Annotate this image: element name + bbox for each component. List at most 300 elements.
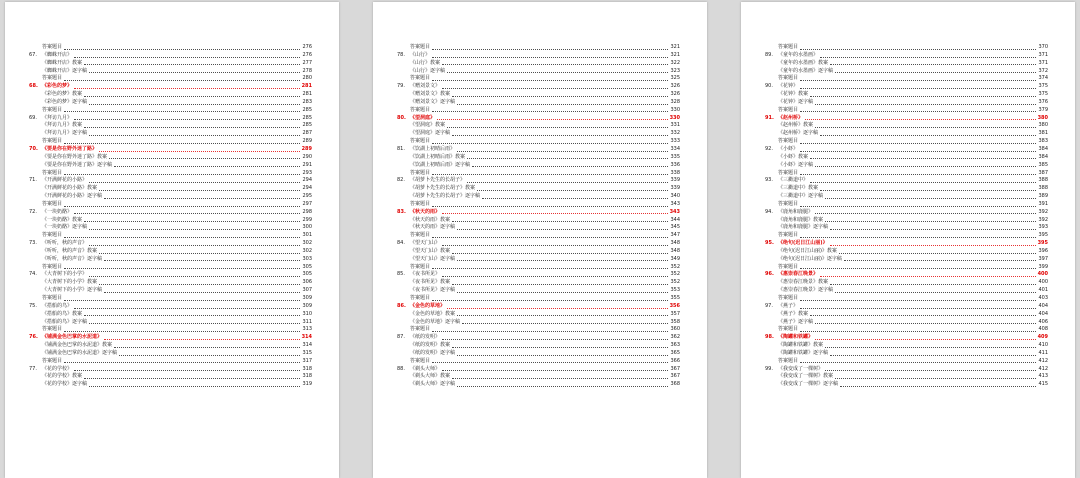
toc-dot-leader	[840, 386, 1036, 387]
toc-subentry[interactable]	[765, 287, 1048, 295]
toc-subentry[interactable]	[765, 224, 1048, 232]
toc-subentry[interactable]	[765, 154, 1048, 162]
toc-page-number: 379	[1038, 106, 1048, 113]
toc-page-number: 336	[670, 161, 680, 168]
toc-dot-leader	[825, 370, 1036, 371]
toc-dot-leader	[64, 143, 300, 144]
toc-subentry[interactable]	[765, 201, 1048, 209]
toc-subentry[interactable]	[29, 319, 312, 327]
toc-entry-title: 《夜书所见》教案	[410, 279, 451, 286]
toc-dot-leader	[432, 143, 668, 144]
toc-entry-title: 《听听，秋的声音》	[42, 240, 88, 247]
toc-entry-number: 89.	[765, 51, 773, 58]
toc-page-number: 343	[669, 208, 680, 215]
toc-subentry[interactable]	[397, 287, 680, 295]
toc-entry-number: 88.	[397, 365, 405, 372]
toc-page-number: 412	[1038, 365, 1048, 372]
toc-entry-title: 《开满鲜花的小路》	[42, 177, 88, 184]
toc-entry-title: 《惠崇春江晚景》逐字稿	[778, 287, 834, 294]
toc-subentry[interactable]	[765, 99, 1048, 107]
toc-entry-number: 98.	[765, 334, 774, 341]
toc-dot-leader	[800, 268, 1036, 269]
toc-dot-leader	[467, 158, 668, 159]
toc-subentry[interactable]	[765, 342, 1048, 350]
toc-entry[interactable]	[29, 52, 312, 60]
toc-dot-leader	[800, 237, 1036, 238]
toc-subentry[interactable]	[29, 311, 312, 319]
toc-subentry[interactable]	[397, 248, 680, 256]
toc-dot-leader	[109, 158, 300, 159]
toc-subentry[interactable]	[397, 193, 680, 201]
toc-page-number: 283	[302, 98, 312, 105]
toc-entry-title: 《望天门山》逐字稿	[410, 255, 456, 262]
toc-dot-leader	[64, 362, 300, 363]
toc-dot-leader	[437, 119, 668, 120]
toc-dot-leader	[64, 80, 300, 81]
toc-page-number: 352	[670, 263, 680, 270]
toc-dot-leader	[104, 339, 300, 340]
toc-entry[interactable]	[29, 146, 312, 154]
toc-dot-leader	[830, 355, 1036, 356]
toc-dot-leader	[84, 96, 300, 97]
toc-dot-leader	[805, 119, 1036, 120]
toc-page-number: 360	[670, 326, 680, 333]
toc-entry[interactable]	[765, 303, 1048, 311]
toc-entry-title: 答案题目	[410, 326, 431, 333]
toc-entry-title: 《胡萝卜先生的长胡子》逐字稿	[410, 193, 481, 200]
toc-entry[interactable]	[765, 146, 1048, 154]
toc-entry-title: 答案题目	[42, 295, 63, 301]
toc-entry-title: 答案题目	[778, 44, 799, 50]
toc-subentry[interactable]	[29, 68, 312, 76]
toc-page-number: 415	[1038, 381, 1048, 388]
toc-entry[interactable]	[397, 177, 680, 185]
toc-subentry[interactable]	[397, 185, 680, 193]
toc-subentry[interactable]	[29, 350, 312, 358]
toc-dot-leader	[432, 237, 668, 238]
toc-entry-title: 答案题目	[42, 200, 63, 207]
toc-entry-title: 《绝句(迟日江山丽)》	[778, 240, 828, 247]
toc-subentry[interactable]	[397, 319, 680, 327]
toc-subentry[interactable]	[29, 256, 312, 264]
toc-entry-title: 《我变成了一棵树》逐字稿	[778, 381, 839, 388]
toc-entry-title: 《花的学校》逐字稿	[42, 381, 88, 388]
toc-subentry[interactable]	[765, 319, 1048, 327]
toc-dot-leader	[432, 111, 668, 112]
toc-subentry[interactable]	[397, 201, 680, 209]
toc-dot-leader	[820, 135, 1036, 136]
toc-subentry[interactable]	[765, 107, 1048, 115]
toc-dot-leader	[89, 135, 300, 136]
toc-entry[interactable]	[765, 52, 1048, 60]
toc-entry-number: 94.	[765, 208, 773, 215]
toc-entry-title: 《开满鲜花的小路》逐字稿	[42, 193, 103, 200]
toc-subentry[interactable]	[397, 138, 680, 146]
toc-entry-number: 70.	[29, 145, 38, 152]
toc-entry-title: 答案题目	[778, 106, 799, 113]
toc-page-number: 276	[302, 44, 312, 50]
toc-entry-title: 《我变成了一棵树》教案	[778, 373, 834, 380]
toc-subentry[interactable]	[765, 311, 1048, 319]
toc-entry-title: 《秋天的雨》	[410, 208, 441, 215]
toc-entry-title: 《大青树下的小学》逐字稿	[42, 287, 103, 294]
toc-page-number: 388	[1038, 185, 1048, 192]
toc-subentry[interactable]	[765, 91, 1048, 99]
toc-entry[interactable]	[765, 177, 1048, 185]
toc-entry-title: 《小虾》教案	[778, 153, 809, 160]
toc-dot-leader	[432, 80, 668, 81]
toc-entry-title: 《金色的草地》逐字稿	[410, 318, 461, 325]
toc-page-number: 356	[669, 302, 680, 309]
toc-subentry[interactable]	[397, 350, 680, 358]
toc-page-number: 352	[670, 279, 680, 286]
toc-subentry[interactable]	[397, 44, 680, 52]
toc-subentry[interactable]	[29, 342, 312, 350]
toc-subentry[interactable]	[765, 279, 1048, 287]
toc-dot-leader	[815, 213, 1036, 214]
toc-entry[interactable]	[397, 209, 680, 217]
toc-entry-title: 《拜访九月》逐字稿	[42, 130, 88, 137]
toc-subentry[interactable]	[397, 68, 680, 76]
toc-entry[interactable]	[29, 303, 312, 311]
toc-entry[interactable]	[765, 240, 1048, 248]
toc-entry-title: 《开满鲜花的小路》教案	[42, 185, 98, 192]
toc-entry-number: 92.	[765, 145, 773, 152]
toc-dot-leader	[835, 378, 1036, 379]
toc-subentry[interactable]	[765, 358, 1048, 366]
toc-dot-leader	[84, 221, 300, 222]
toc-page-number: 313	[302, 326, 312, 333]
toc-subentry[interactable]	[765, 256, 1048, 264]
toc-entry[interactable]	[765, 209, 1048, 217]
toc-dot-leader	[482, 198, 668, 199]
toc-entry-title: 《赵州桥》	[778, 114, 804, 121]
toc-page-number: 305	[302, 263, 312, 270]
toc-subentry[interactable]	[29, 60, 312, 68]
toc-subentry[interactable]	[29, 162, 312, 170]
toc-entry-number: 73.	[29, 240, 37, 247]
toc-entry-title: 《搭船的鸟》逐字稿	[42, 318, 88, 325]
toc-subentry[interactable]	[397, 130, 680, 138]
toc-page-number: 319	[302, 381, 312, 388]
toc-entry-title: 《花的学校》	[42, 365, 73, 372]
toc-dot-leader	[432, 57, 668, 58]
toc-subentry[interactable]	[29, 185, 312, 193]
toc-page-number: 348	[670, 247, 680, 254]
toc-entry-title: 《金色的草地》	[410, 302, 446, 309]
toc-entry[interactable]	[29, 177, 312, 185]
toc-entry-number: 83.	[397, 208, 406, 215]
toc-entry-title: 答案题目	[42, 169, 63, 176]
toc-dot-leader	[800, 88, 1036, 89]
toc-entry-title: 《童年的水墨画》教案	[778, 59, 829, 66]
toc-page-number: 400	[1037, 271, 1048, 278]
toc-entry[interactable]	[29, 240, 312, 248]
toc-entry-title: 《望洞庭》	[410, 114, 436, 121]
toc-page-number: 310	[302, 310, 312, 317]
toc-entry-title: 《饮湖上初晴后雨》逐字稿	[410, 161, 471, 168]
toc-page-number: 303	[302, 255, 312, 262]
toc-subentry[interactable]	[765, 350, 1048, 358]
toc-dot-leader	[447, 72, 668, 73]
toc-subentry[interactable]	[765, 44, 1048, 52]
toc-subentry[interactable]	[397, 60, 680, 68]
toc-page-number: 322	[670, 59, 680, 66]
toc-dot-leader	[114, 166, 300, 167]
toc-dot-leader	[64, 49, 300, 50]
toc-subentry[interactable]	[765, 295, 1048, 303]
toc-entry-title: 《要是你在野外迷了路》	[42, 145, 98, 152]
toc-subentry[interactable]	[397, 279, 680, 287]
toc-dot-leader	[815, 104, 1036, 105]
toc-entry-title: 《铺满金色巴掌的水泥道》教案	[42, 342, 113, 349]
toc-entry-title: 《赠刘景文》	[410, 83, 441, 90]
table-of-contents	[397, 44, 680, 389]
toc-page-number: 363	[670, 342, 680, 349]
toc-entry-number: 81.	[397, 145, 405, 152]
toc-page-number: 299	[302, 216, 312, 223]
document-page-1	[5, 2, 339, 478]
toc-entry-title: 《纸的发明》教案	[410, 342, 451, 349]
toc-dot-leader	[815, 166, 1036, 167]
toc-subentry[interactable]	[397, 311, 680, 319]
toc-page-number: 339	[670, 177, 680, 184]
toc-page-number: 281	[302, 91, 312, 98]
toc-page-number: 328	[670, 98, 680, 105]
toc-dot-leader	[64, 300, 300, 301]
toc-subentry[interactable]	[29, 138, 312, 146]
toc-page-number: 410	[1038, 342, 1048, 349]
toc-subentry[interactable]	[765, 248, 1048, 256]
toc-subentry[interactable]	[765, 68, 1048, 76]
toc-subentry[interactable]	[765, 60, 1048, 68]
toc-dot-leader	[457, 151, 668, 152]
toc-entry[interactable]	[397, 334, 680, 342]
toc-entry-title: 《童年的水墨画》逐字稿	[778, 67, 834, 74]
toc-page-number: 376	[1038, 98, 1048, 105]
toc-dot-leader	[452, 347, 668, 348]
toc-entry-title: 《绝句(迟日江山丽)》教案	[778, 247, 837, 254]
toc-entry[interactable]	[29, 83, 312, 91]
toc-subentry[interactable]	[397, 99, 680, 107]
toc-dot-leader	[84, 315, 300, 316]
toc-dot-leader	[825, 198, 1036, 199]
toc-subentry[interactable]	[397, 342, 680, 350]
toc-dot-leader	[114, 347, 300, 348]
toc-entry[interactable]	[397, 146, 680, 154]
toc-subentry[interactable]	[397, 91, 680, 99]
toc-subentry[interactable]	[29, 279, 312, 287]
toc-page-number: 291	[302, 161, 312, 168]
toc-subentry[interactable]	[29, 295, 312, 303]
toc-dot-leader	[119, 355, 300, 356]
toc-subentry[interactable]	[397, 381, 680, 389]
toc-dot-leader	[432, 206, 668, 207]
toc-subentry[interactable]	[765, 75, 1048, 83]
toc-page-number: 285	[302, 122, 312, 129]
toc-page-number: 338	[670, 169, 680, 176]
toc-page-number: 399	[1038, 263, 1048, 270]
toc-page-number: 368	[670, 381, 680, 388]
toc-subentry[interactable]	[29, 154, 312, 162]
toc-entry-title: 答案题目	[410, 263, 431, 270]
toc-dot-leader	[457, 315, 668, 316]
toc-subentry[interactable]	[29, 201, 312, 209]
toc-entry-title: 答案题目	[778, 169, 799, 176]
toc-page-number: 395	[1037, 240, 1048, 247]
toc-subentry[interactable]	[29, 232, 312, 240]
toc-entry-title: 《小虾》逐字稿	[778, 161, 814, 168]
toc-dot-leader	[442, 213, 668, 214]
toc-entry-title: 《三衢道中》	[778, 177, 809, 184]
toc-entry-title: 《惠崇春江晚景》教案	[778, 279, 829, 286]
toc-entry-title: 《童年的水墨画》	[778, 51, 819, 58]
toc-page-number: 381	[1038, 130, 1048, 137]
toc-page-number: 298	[302, 208, 312, 215]
toc-entry-title: 《燕子》教案	[778, 310, 809, 317]
toc-subentry[interactable]	[765, 381, 1048, 389]
toc-dot-leader	[462, 323, 668, 324]
toc-dot-leader	[74, 57, 300, 58]
toc-subentry[interactable]	[29, 107, 312, 115]
toc-dot-leader	[74, 213, 300, 214]
toc-entry-title: 《陶罐和铁罐》逐字稿	[778, 349, 829, 356]
toc-dot-leader	[89, 182, 300, 183]
toc-page-number: 297	[302, 200, 312, 207]
toc-entry-number: 97.	[765, 302, 773, 309]
toc-subentry[interactable]	[29, 44, 312, 52]
toc-subentry[interactable]	[29, 358, 312, 366]
toc-dot-leader	[64, 174, 300, 175]
toc-page-number: 344	[670, 216, 680, 223]
toc-page-number: 331	[670, 122, 680, 129]
toc-subentry[interactable]	[397, 232, 680, 240]
toc-dot-leader	[99, 284, 300, 285]
toc-entry-title: 答案题目	[410, 138, 431, 145]
toc-subentry[interactable]	[29, 130, 312, 138]
toc-page-number: 371	[1038, 51, 1048, 58]
toc-entry-title: 《赵州桥》逐字稿	[778, 130, 819, 137]
toc-subentry[interactable]	[29, 381, 312, 389]
toc-subentry[interactable]	[765, 138, 1048, 146]
toc-page-number: 372	[1038, 67, 1048, 74]
toc-subentry[interactable]	[397, 256, 680, 264]
toc-page-number: 358	[670, 318, 680, 325]
toc-subentry[interactable]	[29, 193, 312, 201]
toc-entry-title: 《纸的发明》	[410, 334, 441, 341]
toc-page-number: 403	[1038, 295, 1048, 301]
toc-subentry[interactable]	[397, 224, 680, 232]
toc-entry-title: 《一块奶酪》	[42, 208, 73, 215]
toc-page-number: 301	[302, 232, 312, 239]
toc-page-number: 285	[302, 106, 312, 113]
toc-page-number: 385	[1038, 161, 1048, 168]
toc-page-number: 332	[670, 130, 680, 137]
toc-entry-title: 《望洞庭》教案	[410, 122, 446, 129]
toc-entry[interactable]	[397, 303, 680, 311]
toc-page-number: 396	[1038, 247, 1048, 254]
toc-entry-title: 《陶罐和铁罐》	[778, 334, 814, 341]
toc-subentry[interactable]	[765, 185, 1048, 193]
toc-entry-number: 80.	[397, 114, 406, 121]
toc-entry-number: 71.	[29, 177, 37, 184]
toc-entry-title: 《三衢道中》教案	[778, 185, 819, 192]
toc-entry-title: 答案题目	[42, 263, 63, 270]
toc-dot-leader	[89, 323, 300, 324]
toc-page-number: 295	[302, 193, 312, 200]
toc-entry-title: 答案题目	[42, 75, 63, 82]
toc-dot-leader	[830, 229, 1036, 230]
toc-entry-title: 答案题目	[410, 357, 431, 364]
toc-entry[interactable]	[397, 52, 680, 60]
toc-entry[interactable]	[397, 240, 680, 248]
toc-dot-leader	[442, 88, 668, 89]
toc-entry-title: 《蜘蛛开店》教案	[42, 59, 83, 66]
toc-entry[interactable]	[29, 334, 312, 342]
toc-dot-leader	[815, 323, 1036, 324]
toc-entry[interactable]	[29, 209, 312, 217]
toc-entry-title: 答案题目	[778, 200, 799, 207]
toc-dot-leader	[800, 174, 1036, 175]
toc-page-number: 370	[1038, 44, 1048, 50]
toc-page-number: 389	[1038, 193, 1048, 200]
toc-subentry[interactable]	[397, 295, 680, 303]
toc-page-number: 357	[670, 310, 680, 317]
toc-entry-title: 《大青树下的小学》	[42, 271, 88, 278]
toc-dot-leader	[800, 308, 1036, 309]
toc-subentry[interactable]	[397, 358, 680, 366]
toc-subentry[interactable]	[397, 154, 680, 162]
toc-subentry[interactable]	[397, 162, 680, 170]
toc-subentry[interactable]	[397, 107, 680, 115]
toc-entry-title: 答案题目	[42, 106, 63, 113]
toc-dot-leader	[800, 206, 1036, 207]
toc-subentry[interactable]	[29, 99, 312, 107]
toc-subentry[interactable]	[29, 248, 312, 256]
toc-page-number: 317	[302, 357, 312, 364]
toc-dot-leader	[89, 104, 300, 105]
toc-entry[interactable]	[765, 334, 1048, 342]
toc-subentry[interactable]	[29, 91, 312, 99]
toc-entry-title: 《望天门山》教案	[410, 247, 451, 254]
toc-subentry[interactable]	[765, 193, 1048, 201]
toc-dot-leader	[99, 151, 300, 152]
toc-dot-leader	[457, 386, 668, 387]
toc-subentry[interactable]	[29, 224, 312, 232]
toc-dot-leader	[442, 245, 668, 246]
toc-entry[interactable]	[765, 83, 1048, 91]
toc-entry[interactable]	[397, 83, 680, 91]
toc-entry-title: 《搭船的鸟》	[42, 302, 73, 309]
toc-entry-title: 答案题目	[42, 357, 63, 364]
toc-entry-number: 78.	[397, 51, 405, 58]
toc-subentry[interactable]	[765, 162, 1048, 170]
toc-subentry[interactable]	[765, 130, 1048, 138]
toc-subentry[interactable]	[29, 287, 312, 295]
toc-page-number: 302	[302, 247, 312, 254]
toc-subentry[interactable]	[765, 232, 1048, 240]
toc-dot-leader	[64, 111, 300, 112]
toc-entry-title: 《山行》教案	[410, 59, 441, 66]
toc-dot-leader	[442, 370, 668, 371]
toc-dot-leader	[800, 151, 1036, 152]
toc-entry-number: 91.	[765, 114, 774, 121]
toc-entry-title: 《彩色的梦》逐字稿	[42, 98, 88, 105]
toc-entry-title: 答案题目	[42, 44, 63, 50]
toc-entry-title: 《夜书所见》	[410, 271, 441, 278]
toc-entry-title: 《蜘蛛开店》	[42, 51, 73, 58]
toc-page-number: 334	[670, 145, 680, 152]
